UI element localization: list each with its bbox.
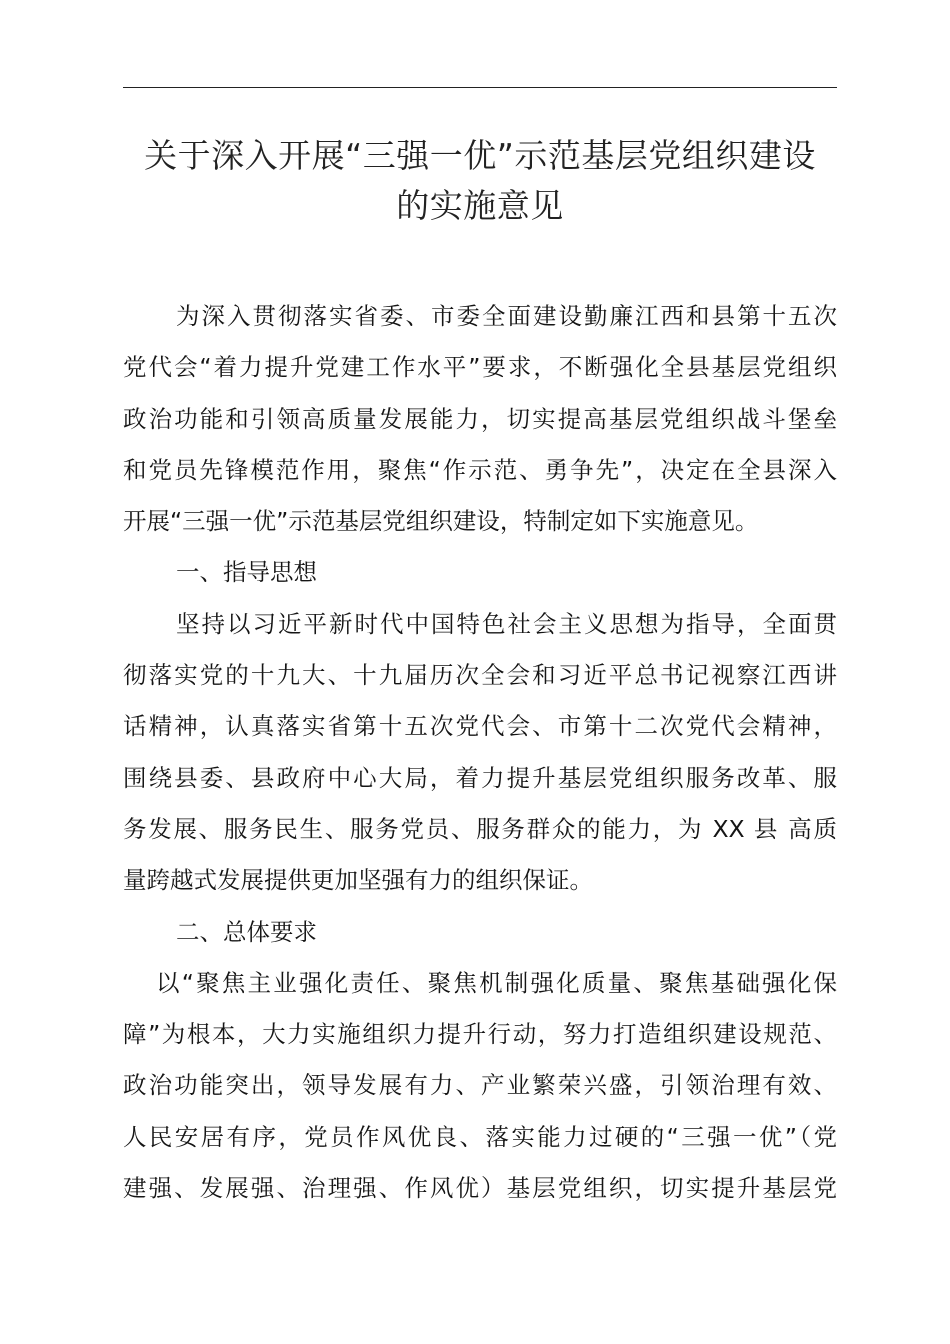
section2-line: 人民安居有序，党员作风优良、落实能力过硬的“三强一优”（党 — [123, 1122, 837, 1151]
section2-line: 政治功能突出，领导发展有力、产业繁荣兴盛，引领治理有效、 — [123, 1071, 837, 1100]
section-heading-general-requirements: 二、总体要求 — [176, 917, 317, 946]
section2-line: 以“聚焦主业强化责任、聚焦机制强化质量、聚焦基础强化保 — [156, 968, 837, 997]
header-rule — [123, 87, 837, 88]
intro-line: 为深入贯彻落实省委、市委全面建设勤廉江西和县第十五次 — [176, 302, 837, 330]
document-title-line-1: 关于深入开展“三强一优”示范基层党组织建设 — [144, 136, 816, 175]
intro-line: 党代会“着力提升党建工作水平”要求，不断强化全县基层党组织 — [123, 353, 837, 382]
document-title-line-2: 的实施意见 — [396, 186, 564, 225]
section-heading-guiding-ideology: 一、指导思想 — [176, 558, 317, 587]
section1-line: 围绕县委、县政府中心大局，着力提升基层党组织服务改革、服 — [123, 763, 837, 792]
intro-line: 和党员先锋模范作用，聚焦“作示范、勇争先”，决定在全县深入 — [123, 455, 837, 484]
document-body — [123, 291, 837, 1214]
section1-line: 话精神，认真落实省第十五次党代会、市第十二次党代会精神， — [123, 712, 837, 741]
intro-line: 政治功能和引领高质量发展能力，切实提高基层党组织战斗堡垒 — [123, 404, 837, 433]
section1-line: 彻落实党的十九大、十九届历次全会和习近平总书记视察江西讲 — [123, 661, 837, 690]
section1-line: 量跨越式发展提供更加坚强有力的组织保证。 — [123, 866, 593, 895]
intro-line: 开展“三强一优”示范基层党组织建设，特制定如下实施意见。 — [123, 507, 759, 536]
section2-line: 障”为根本，大力实施组织力提升行动，努力打造组织建设规范、 — [123, 1020, 837, 1049]
section1-line: 坚持以习近平新时代中国特色社会主义思想为指导，全面贯 — [176, 609, 837, 638]
section1-line: 务发展、服务民生、服务党员、服务群众的能力，为 XX 县 高质 — [123, 814, 837, 843]
section2-line: 建强、发展强、治理强、作风优）基层党组织，切实提升基层党 — [123, 1174, 837, 1203]
